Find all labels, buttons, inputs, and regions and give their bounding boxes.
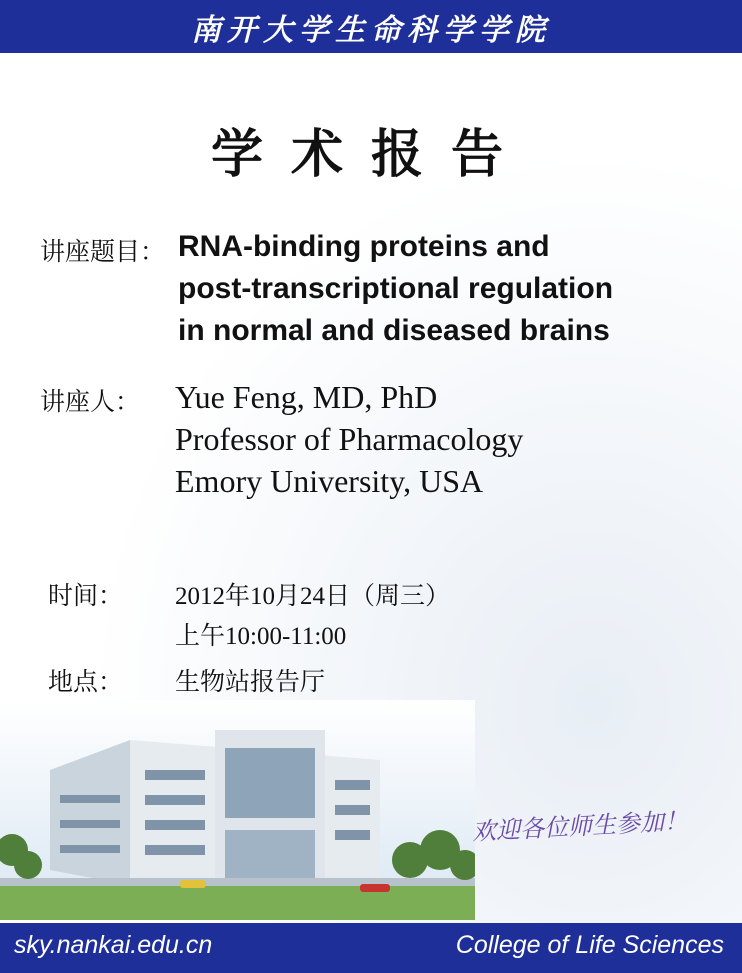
footer-banner: [0, 923, 742, 973]
speaker-name: Yue Feng, MD, PhD: [175, 379, 438, 415]
lecture-topic: [178, 226, 718, 352]
topic-line: post-transcriptional regulation: [178, 272, 614, 305]
institution-name: 南开大学生命科学学院: [191, 12, 551, 48]
speaker-affiliation: Emory University, USA: [175, 463, 484, 499]
building-illustration: [0, 700, 475, 920]
speaker-label: 讲座人：: [40, 387, 141, 416]
website: sky.nankai.edu.cn: [14, 931, 213, 959]
building-image: [0, 700, 475, 920]
speaker-position: Professor of Pharmacology: [175, 421, 524, 457]
header-banner: [0, 0, 742, 53]
lecture-location: 生物站报告厅: [175, 669, 326, 696]
topic-line: in normal and diseased brains: [178, 314, 610, 347]
welcome-message: 欢迎各位师生参加！: [471, 806, 689, 846]
college-name: College of Life Sciences: [455, 931, 724, 959]
topic-line: RNA-binding proteins and: [178, 230, 550, 263]
lecture-hours: 上午10:00-11:00: [175, 623, 347, 650]
topic-label: 讲座题目：: [40, 237, 166, 266]
speaker-info: [175, 376, 523, 502]
location-label: 地点：: [48, 667, 124, 696]
lecture-date: 2012年10月24日（周三）: [175, 583, 451, 610]
time-label: 时间：: [48, 581, 124, 610]
poster-title: 学术报告: [210, 124, 531, 185]
